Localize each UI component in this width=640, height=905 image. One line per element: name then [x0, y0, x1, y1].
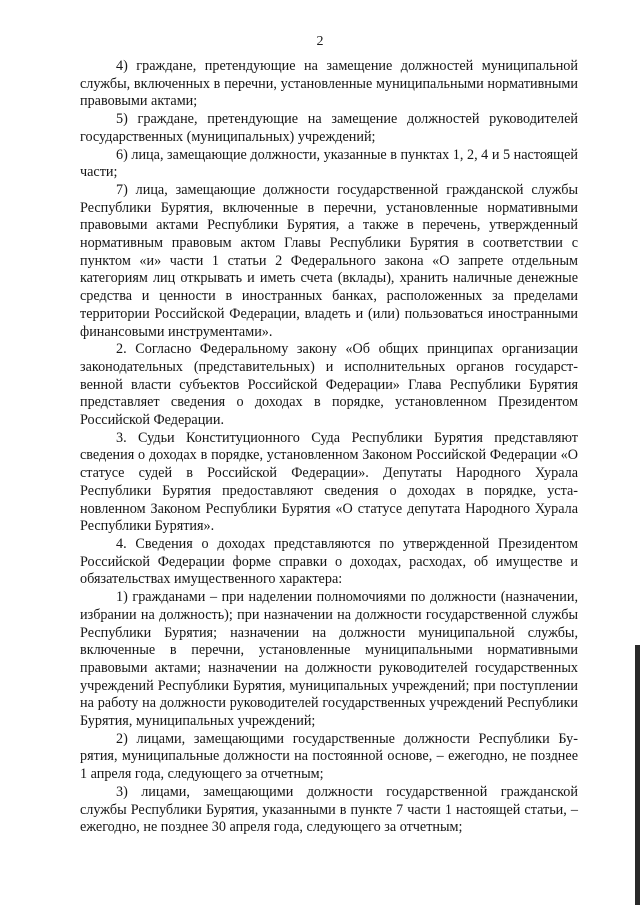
paragraph-section-4-income-form: 4. Сведения о доходах представляются по утвержденной Президентом Российской Федерации форме справки о доходах, расходах, об имуществе и обязательствах имущественного характера:: [80, 535, 578, 588]
paragraph-subitem-1-citizens: 1) гражданами – при наделении полномочиями по должности (назначении, избрании на должность); при назначении на должности государственной службы Республики Бурятия; назначении на должности муниципальной службы, включенные в перечни, установленные муниципальными нормативными правовыми актами; назначении на должности руководителей государственных учреждений Республики Бурятия, муниципальных учреждений; при поступлении на работу на должности руководителей государственных учреждений Республики Бурятия, муниципальных учреждений;: [80, 589, 578, 730]
paragraph-section-3-judges-deputies: 3. Судьи Конституционного Суда Республики Бурятия представляют сведения о доходах в порядке, установленном Законом Российской Федерации «О статусе судей в Российской Федерации». Депутаты Народного Хурала Республики Бурятия предоставляют сведения о доходах в порядке, установленном Законом Республики Бурятия «О статусе депутата Народного Хурала Республики Бурятия».: [80, 429, 578, 535]
paragraph-section-2-head-of-republic: 2. Согласно Федеральному закону «Об общих принципах организации законодательных (представительных) и исполнительных органов государственной власти субъектов Российской Федерации» Глава Республики Бурятия представляет сведения о доходах в порядке, установленном Президентом Российской Федерации.: [80, 341, 578, 429]
paragraph-item-5-institution-heads: 5) граждане, претендующие на замещение должностей руководителей государственных (муниципальных) учреждений;: [80, 111, 578, 145]
paragraph-item-6-officials: 6) лица, замещающие должности, указанные в пунктах 1, 2, 4 и 5 настоящей части;: [80, 146, 578, 181]
document-body: [80, 58, 578, 837]
paragraph-subitem-2-state-positions: 2) лицами, замещающими государственные должности Республики Бурятия, муниципальные должности на постоянной основе, – ежегодно, не позднее 1 апреля года, следующего за отчетным;: [80, 730, 578, 783]
paragraph-subitem-3-civil-servants: 3) лицами, замещающими должности государственной гражданской службы Республики Бурятия, указанными в пункте 7 части 1 настоящей статьи, – ежегодно, не позднее 30 апреля года, следующего за отчетным;: [80, 783, 578, 836]
paragraph-item-7-civil-service: 7) лица, замещающие должности государственной гражданской службы Республики Бурятия, включенные в перечни, установленные нормативными правовыми актами Республики Бурятия, а также в перечень, утвержденный нормативным правовым актом Главы Республики Бурятия в соответствии с пунктом «и» части 1 статьи 2 Федерального закона «О запрете отдельным категориям лиц открывать и иметь счета (вклады), хранить наличные денежные средства и ценности в иностранных банках, расположенных за пределами территории Российской Федерации, владеть и (или) пользоваться иностранными финансовыми инструментами».: [80, 181, 578, 340]
paragraph-item-4-municipal-applicants: 4) граждане, претендующие на замещение должностей муниципальной службы, включенных в перечни, установленные муниципальными нормативными правовыми актами;: [80, 58, 578, 110]
page-number: 2: [316, 34, 324, 49]
scan-edge-shadow: [635, 645, 640, 905]
